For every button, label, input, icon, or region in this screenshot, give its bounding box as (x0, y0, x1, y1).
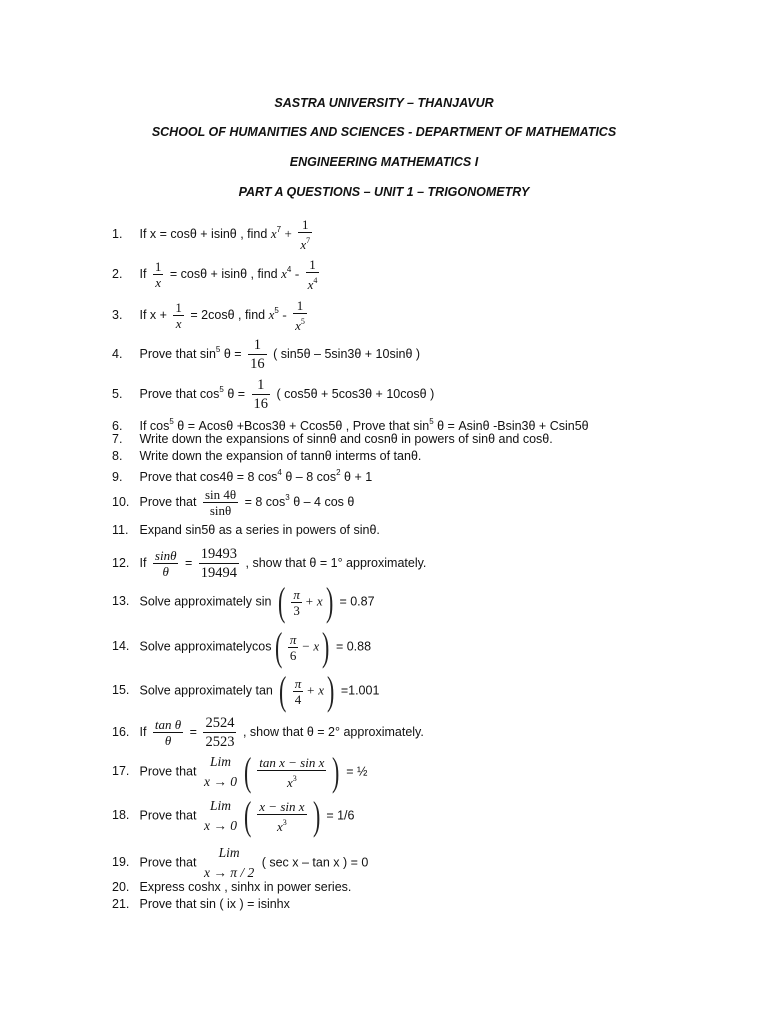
question-13 (112, 579, 375, 624)
question-text: If (139, 724, 147, 739)
question-number: 14. (112, 639, 130, 654)
math-exponent: 5 (215, 344, 221, 354)
math-exponent: 5 (429, 417, 434, 426)
question-number: 2. (112, 266, 123, 281)
question-number: 7. (112, 432, 123, 446)
question-number: 6. (112, 419, 123, 433)
question-14 (112, 624, 372, 669)
numerator: 19493 (200, 546, 238, 562)
question-text: Solve approximately tan (139, 683, 273, 698)
question-text: Prove that (139, 494, 197, 509)
numerator: sinθ (154, 548, 177, 563)
math-fraction (291, 587, 302, 618)
math-fraction (298, 217, 312, 252)
question-number: 13. (112, 594, 130, 609)
question-text: = cosθ + isinθ , find (169, 266, 278, 281)
question-text: Prove that cos (139, 386, 220, 401)
numerator: π (293, 586, 300, 602)
denominator: $x^7$ (300, 236, 311, 252)
denominator: $x^5$ (295, 317, 305, 333)
question-text: If cos (139, 419, 170, 433)
math-exponent: 3 (285, 492, 290, 502)
numerator: x − sin x (259, 798, 305, 814)
limit-word: Lim (218, 845, 240, 860)
question-text: ( sin5θ – 5sin3θ + 10sinθ ) (273, 346, 421, 361)
numerator: 2524 (205, 715, 235, 731)
question-number: 21. (112, 897, 130, 911)
math-term: + x (306, 682, 325, 698)
question-text: = ½ (346, 764, 368, 779)
numerator: 1 (298, 217, 312, 233)
question-text: , show that θ = 2° approximately. (242, 724, 424, 739)
math-fraction (306, 257, 320, 292)
math-fraction (153, 717, 183, 748)
denominator: θ (164, 733, 172, 748)
math-operator: + (284, 225, 292, 241)
question-text: θ – 8 cos (285, 470, 337, 484)
question-text: Write down the expansion of tannθ interms of tanθ. (139, 449, 422, 463)
question-5 (112, 376, 434, 413)
question-text: Write down the expansions of sinnθ and cosnθ in powers of sinθ and cosθ. (139, 432, 553, 446)
question-text: =1.001 (340, 683, 380, 698)
numerator: 1 (248, 336, 267, 355)
question-7 (112, 431, 553, 447)
question-number: 10. (112, 494, 130, 509)
question-text: Solve approximately sin (139, 594, 272, 609)
question-number: 4. (112, 346, 123, 361)
math-fraction (199, 545, 239, 582)
numerator: sin 4θ (204, 487, 237, 502)
part-title: PART A QUESTIONS – UNIT 1 – TRIGONOMETRY (238, 185, 530, 199)
numerator: 1 (293, 298, 307, 314)
university-title: SASTRA UNIVERSITY – THANJAVUR (274, 96, 494, 110)
limit-expression (204, 752, 237, 792)
right-paren: ) (312, 793, 320, 838)
math-fraction (293, 298, 307, 333)
right-paren: ) (322, 624, 330, 669)
math-fraction (173, 300, 184, 331)
question-11 (112, 522, 380, 538)
question-number: 17. (112, 764, 130, 779)
left-paren: ( (277, 579, 286, 624)
math-fraction (288, 632, 299, 663)
question-text: , show that θ = 1° approximately. (245, 555, 427, 570)
question-text: ( cos5θ + 5cos3θ + 10cosθ ) (276, 386, 435, 401)
math-operator: - (282, 306, 287, 322)
denominator: 6 (289, 647, 297, 663)
numerator: 1 (175, 300, 182, 315)
question-text: = 8 cos (244, 494, 286, 509)
question-number: 20. (112, 880, 130, 894)
question-text: If (139, 266, 147, 281)
question-2 (112, 257, 322, 292)
question-number: 9. (112, 470, 123, 484)
math-fraction (248, 336, 267, 373)
question-12 (112, 545, 426, 582)
denominator: 16 (253, 396, 269, 412)
question-text: = 0.88 (335, 639, 372, 654)
school-title: SCHOOL OF HUMANITIES AND SCIENCES - DEPARTMENT OF MATHEMATICS (151, 125, 617, 139)
denominator: x (155, 275, 162, 290)
question-number: 11. (112, 523, 129, 537)
question-text: Prove that (139, 808, 197, 823)
course-title: ENGINEERING MATHEMATICS I (289, 155, 479, 169)
question-number: 5. (112, 386, 123, 401)
math-fraction (257, 755, 326, 790)
question-text: θ – 4 cos θ (293, 494, 355, 509)
question-18 (112, 793, 355, 838)
math-term: x (281, 265, 287, 281)
question-text: If x = cosθ + isinθ , find (139, 226, 268, 241)
question-text: = (189, 724, 197, 739)
numerator: 1 (154, 259, 162, 274)
question-text: Prove that sin (139, 346, 216, 361)
question-1 (112, 217, 315, 252)
numerator: π (289, 631, 297, 647)
question-number: 3. (112, 307, 123, 322)
question-text: If (139, 555, 147, 570)
math-fraction (203, 487, 238, 518)
numerator: tan θ (154, 717, 182, 732)
question-20 (112, 879, 351, 895)
question-3 (112, 298, 310, 333)
denominator: x (175, 316, 182, 331)
question-9 (112, 465, 372, 485)
numerator: π (294, 675, 302, 691)
question-text: = 1/6 (326, 808, 355, 823)
denominator: sinθ (209, 503, 232, 518)
math-fraction (293, 676, 304, 707)
question-10 (112, 487, 354, 518)
question-text: = (184, 555, 193, 570)
math-exponent: 5 (219, 384, 224, 394)
question-8 (112, 448, 421, 464)
right-paren: ) (327, 668, 335, 713)
denominator: 2523 (205, 734, 235, 750)
question-number: 15. (112, 683, 130, 698)
math-term: x (270, 225, 277, 241)
right-paren: ) (325, 579, 333, 624)
math-fraction (252, 376, 271, 413)
limit-expression (204, 796, 237, 836)
math-exponent: 7 (276, 224, 282, 234)
denominator: $x^3$ (286, 773, 297, 790)
left-paren: ( (279, 668, 287, 713)
denominator: 19494 (200, 565, 238, 581)
question-number: 18. (112, 808, 130, 823)
question-16 (112, 714, 424, 751)
denominator: $x^4$ (307, 276, 318, 292)
denominator: 3 (293, 602, 300, 618)
question-number: 19. (112, 855, 130, 870)
math-term: + x (304, 593, 323, 609)
math-fraction (153, 548, 179, 579)
question-4 (112, 336, 420, 373)
left-paren: ( (243, 793, 252, 838)
left-paren: ( (243, 749, 252, 794)
question-text: = 0.87 (339, 594, 375, 609)
numerator: 1 (252, 376, 271, 395)
question-17 (112, 749, 368, 794)
denominator: $x^3$ (277, 817, 287, 834)
numerator: tan x − sin x (259, 754, 325, 770)
math-term: x (268, 306, 275, 322)
question-text: θ = Acosθ +Bcos3θ + Ccos5θ , Prove that sin (177, 419, 430, 433)
limit-word: Lim (209, 798, 231, 813)
question-number: 12. (112, 555, 130, 570)
question-19 (112, 843, 368, 883)
limit-bound: x → 0 (203, 774, 237, 789)
math-fraction (203, 714, 236, 751)
math-exponent: 4 (277, 468, 282, 477)
question-text: Solve approximatelycos (139, 639, 272, 654)
math-fraction (153, 259, 164, 290)
math-term: − x (301, 638, 320, 654)
question-text: Prove that (139, 855, 197, 870)
question-text: θ = (223, 346, 242, 361)
denominator: 16 (250, 356, 265, 372)
question-text: θ + 1 (344, 470, 373, 484)
question-text: ( sec x – tan x ) = 0 (261, 855, 369, 870)
math-fraction (257, 799, 306, 834)
math-exponent: 5 (274, 305, 279, 315)
limit-expression (204, 843, 254, 883)
question-15 (112, 668, 380, 713)
limit-bound: x → π / 2 (203, 865, 255, 880)
question-text: θ = Asinθ -Bsin3θ + Csin5θ (437, 419, 589, 433)
right-paren: ) (332, 749, 340, 794)
numerator: 1 (306, 257, 320, 273)
question-text: Prove that cos4θ = 8 cos (139, 470, 278, 484)
question-text: Express coshx , sinhx in power series. (139, 880, 352, 894)
question-text: If x + (139, 307, 167, 322)
limit-bound: x → 0 (203, 818, 237, 833)
question-number: 1. (112, 226, 123, 241)
question-text: = 2cosθ , find (190, 307, 266, 322)
question-text: θ = (227, 386, 246, 401)
question-text: Expand sin5θ as a series in powers of sinθ. (139, 523, 380, 537)
left-paren: ( (274, 624, 282, 669)
denominator: 4 (294, 691, 302, 707)
limit-word: Lim (209, 754, 231, 769)
question-number: 16. (112, 724, 130, 739)
math-exponent: 4 (286, 264, 292, 274)
question-number: 8. (112, 449, 123, 463)
denominator: θ (162, 564, 169, 579)
question-text: Prove that sin ( ix ) = isinhx (139, 897, 290, 911)
math-exponent: 5 (169, 417, 174, 426)
math-operator: - (294, 265, 300, 281)
question-21 (112, 896, 290, 912)
math-exponent: 2 (336, 468, 341, 477)
question-text: Prove that (139, 764, 197, 779)
